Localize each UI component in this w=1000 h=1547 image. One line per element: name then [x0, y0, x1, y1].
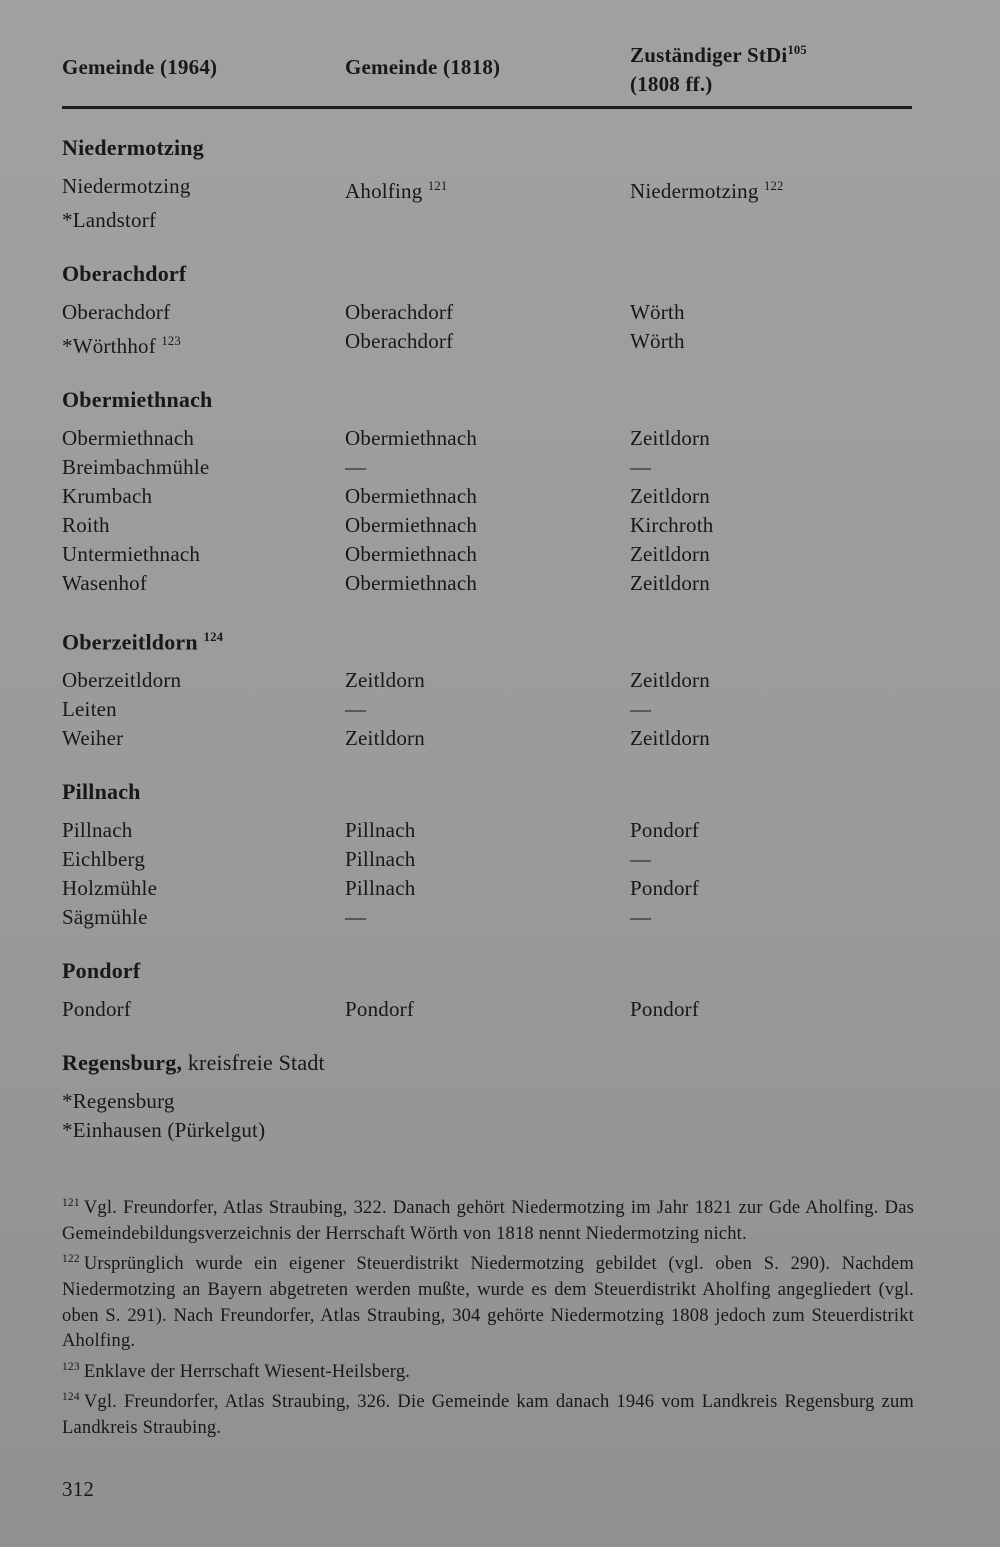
table-cell: Wörth	[630, 329, 685, 353]
table-cell: Pillnach	[345, 876, 416, 901]
table-cell: Obermiethnach	[62, 426, 195, 450]
table-section	[62, 778, 912, 932]
footnote: $^{124}$ Vgl. Freundorfer, Atlas Straubing, 326. Die Gemeinde kam danach 1946 vom Landkreis Regensburg zum Landkreis Straubing.	[62, 1391, 914, 1438]
table-cell: Obermiethnach	[345, 542, 478, 566]
table-cell: Obermiethnach	[345, 426, 478, 450]
table-cell: *Regensburg	[62, 1089, 175, 1114]
table-cell: Zeitldorn	[630, 726, 710, 751]
table-row	[62, 569, 912, 598]
section-title-text: Pondorf	[62, 958, 141, 984]
table-cell: Oberzeitldorn	[62, 668, 182, 693]
footnote: $^{121}$ Vgl. Freundorfer, Atlas Straubing, 322. Danach gehört Niedermotzing im Jahr 1821 zur Gde Aholfing. Das Gemeindebildungsverzeichnis der Herrschaft Wörth von 1818 nennt Niedermotzing nicht.	[62, 1197, 914, 1244]
table-cell: —	[630, 905, 652, 930]
footnote-marker: 122	[62, 1253, 80, 1266]
table-cell: —	[345, 455, 367, 479]
table-section	[62, 1049, 912, 1145]
table-cell: *Landstorf	[62, 208, 157, 232]
table-cell: Oberachdorf	[62, 300, 171, 324]
section-title	[62, 957, 912, 985]
table-cell: *Einhausen (Pürkelgut)	[62, 1118, 266, 1143]
table-cell: Pondorf	[345, 997, 415, 1022]
table-cell: Zeitldorn	[630, 542, 710, 566]
table-cell: —	[345, 905, 367, 930]
table-section	[62, 623, 912, 753]
section-title-text: Regensburg,	[62, 1050, 183, 1076]
table-row	[62, 816, 912, 845]
table-header	[62, 36, 912, 99]
table-cell: Eichlberg	[62, 847, 146, 872]
table-cell: —	[630, 697, 652, 722]
table-cell: Pondorf	[630, 997, 700, 1022]
table-cell: Pondorf	[630, 876, 700, 901]
column-header-zustaendiger-stdi	[630, 36, 912, 99]
table-cell: Pillnach	[345, 847, 416, 872]
table-cell: Breimbachmühle	[62, 455, 210, 479]
table-row	[62, 874, 912, 903]
table-cell: Holzmühle	[62, 876, 158, 901]
table-row	[62, 482, 912, 511]
table-section	[62, 386, 912, 598]
column-header-gemeinde-1964: Gemeinde (1964)	[62, 55, 218, 79]
table-cell: Pondorf	[62, 997, 132, 1022]
table-cell: —	[630, 455, 652, 479]
table-cell	[62, 327, 345, 361]
section-title	[62, 623, 912, 656]
table-cell	[345, 172, 630, 206]
table-cell	[630, 1087, 912, 1116]
table-row	[62, 845, 912, 874]
table-cell: Obermiethnach	[345, 571, 478, 595]
section-title	[62, 260, 912, 288]
section-title-suffix: kreisfreie Stadt	[182, 1050, 325, 1076]
table-cell: Obermiethnach	[345, 484, 478, 508]
table-cell: —	[630, 847, 652, 872]
table-row	[62, 695, 912, 724]
table-cell: Untermiethnach	[62, 542, 201, 566]
table-cell: Zeitldorn	[630, 571, 710, 595]
table-row	[62, 1116, 912, 1145]
cell-text: Niedermotzing	[630, 179, 765, 203]
section-title	[62, 778, 912, 806]
table-cell: Oberachdorf	[345, 300, 454, 324]
section-title	[62, 134, 912, 162]
section-title	[62, 386, 912, 414]
footnote-ref: 123	[161, 334, 181, 348]
table-cell: Krumbach	[62, 484, 153, 508]
header-divider	[62, 106, 912, 109]
section-title-text: Oberzeitldorn	[62, 629, 198, 655]
table-cell: Weiher	[62, 726, 124, 751]
footnote-ref: 105	[787, 43, 807, 57]
table-cell: Leiten	[62, 697, 117, 722]
table-row	[62, 424, 912, 453]
table-row	[62, 298, 912, 327]
footnote: $^{122}$ Ursprünglich wurde ein eigener Steuerdistrikt Niedermotzing gebildet (vgl. oben S. 290). Nachdem Niedermotzing an Bayern abgetreten werden mußte, wurde es dem Steuerdistrikt Aholfing angegliedert (vgl. oben S. 291). Nach Freundorfer, Atlas Straubing, 304 gehörte Niedermotzing 1808 jedoch zum Steuerdistrikt Aholfing.	[62, 1253, 914, 1352]
table-row	[62, 903, 912, 932]
footnote-marker: 121	[62, 1197, 80, 1210]
table-row	[62, 1087, 912, 1116]
cell-text: Aholfing	[345, 179, 428, 203]
table-cell	[345, 1087, 630, 1116]
table-row	[62, 453, 912, 482]
table-sections	[62, 134, 912, 1145]
column-header-stdi-line1: Zuständiger StDi	[630, 43, 788, 67]
table-cell: Niedermotzing	[62, 174, 191, 198]
page-number: 312	[62, 1477, 95, 1502]
table-cell: Kirchroth	[630, 513, 714, 537]
table-cell: Roith	[62, 513, 110, 537]
table-cell	[630, 1116, 912, 1145]
footnote-ref: 121	[427, 179, 448, 193]
section-title-text: Obermiethnach	[62, 387, 213, 412]
table-cell: Pondorf	[630, 818, 700, 843]
table-cell: Pillnach	[62, 818, 133, 843]
column-header-gemeinde-1818: Gemeinde (1818)	[345, 55, 501, 79]
footnotes	[62, 1191, 914, 1441]
table-cell	[630, 172, 912, 206]
table-cell: Pillnach	[345, 818, 416, 843]
table-cell: Zeitldorn	[630, 484, 710, 508]
cell-text: *Wörthhof	[62, 334, 162, 358]
column-header-stdi-line2: (1808 ff.)	[630, 72, 713, 96]
table-cell: Zeitldorn	[345, 726, 425, 751]
footnote-marker: 123	[62, 1360, 80, 1373]
table-row	[62, 511, 912, 540]
table-cell: Zeitldorn	[630, 426, 710, 450]
section-title-text: Oberachdorf	[62, 261, 187, 286]
table-row	[62, 666, 912, 695]
section-title-text: Pillnach	[62, 779, 141, 805]
table-cell	[345, 1116, 630, 1145]
table-row	[62, 327, 912, 361]
table-section	[62, 134, 912, 235]
table-row	[62, 995, 912, 1024]
footnote: $^{123}$ Enklave der Herrschaft Wiesent-Heilsberg.	[62, 1360, 411, 1382]
section-title-text: Niedermotzing	[62, 135, 204, 160]
footnote-marker: 124	[62, 1391, 80, 1404]
footnote-ref: 122	[764, 179, 784, 193]
table-cell: Obermiethnach	[345, 513, 478, 537]
table-row	[62, 206, 912, 235]
footnote-ref: 124	[203, 630, 224, 644]
table-section	[62, 957, 912, 1024]
table-row	[62, 540, 912, 569]
table-cell: Oberachdorf	[345, 329, 454, 353]
section-title	[62, 1049, 912, 1077]
table-cell: Wasenhof	[62, 571, 148, 595]
table-cell	[630, 206, 912, 235]
table-cell: Wörth	[630, 300, 685, 324]
table-cell: Zeitldorn	[630, 668, 710, 693]
table-section	[62, 260, 912, 361]
table-cell: —	[345, 697, 367, 722]
table-row	[62, 724, 912, 753]
table-cell: Sägmühle	[62, 905, 148, 930]
table-cell	[345, 206, 630, 235]
table-row	[62, 172, 912, 206]
table-cell: Zeitldorn	[345, 668, 425, 693]
